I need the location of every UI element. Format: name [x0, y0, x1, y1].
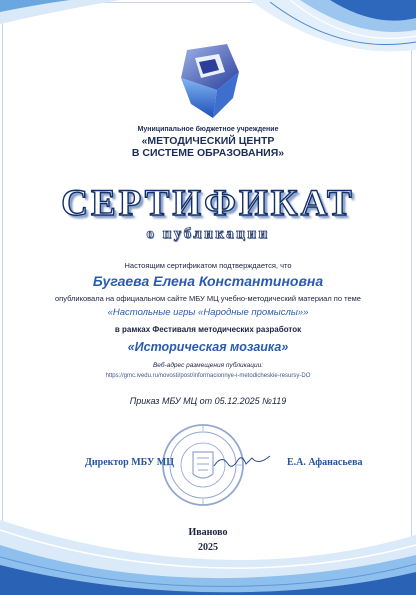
certificate-subtitle: о публикации [146, 226, 270, 242]
recipient-name: Бугаева Елена Константиновна [92, 273, 324, 289]
festival-intro: в рамках Фестиваля методических разработок [114, 325, 302, 334]
web-address-label: Веб-адрес размещения публикации: [152, 362, 264, 369]
publication-topic: «Настольные игры «Народные промыслы»» [107, 307, 309, 318]
director-name: Е.А. Афанасьева [287, 457, 363, 468]
director-position: Директор МБУ МЦ [85, 457, 174, 468]
director-signature [212, 452, 272, 474]
organization-name-line2: В СИСТЕМЕ ОБРАЗОВАНИЯ» [131, 147, 285, 159]
organization-logo [173, 42, 243, 120]
confirm-text: Настоящим сертификатом подтверждается, что [124, 261, 292, 270]
order-reference: Приказ МБУ МЦ от 05.12.2025 №119 [129, 396, 287, 406]
festival-name: «Историческая мозаика» [127, 340, 289, 354]
organization-name-line1: «МЕТОДИЧЕСКИЙ ЦЕНТР [141, 135, 275, 147]
organization-name [0, 135, 416, 159]
published-text: опубликовала на официальном сайте МБУ МЦ учебно-методический материал по теме [55, 294, 361, 303]
organization-type: Муниципальное бюджетное учреждение [137, 126, 279, 133]
city: Иваново [188, 527, 228, 538]
certificate-title: СЕРТИФИКАТ [61, 183, 355, 224]
year: 2025 [198, 542, 218, 553]
web-address-link[interactable]: https://gmc.ivedu.ru/novosti/post/informacionnye-i-metodicheskie-resursy-DO [105, 373, 311, 379]
